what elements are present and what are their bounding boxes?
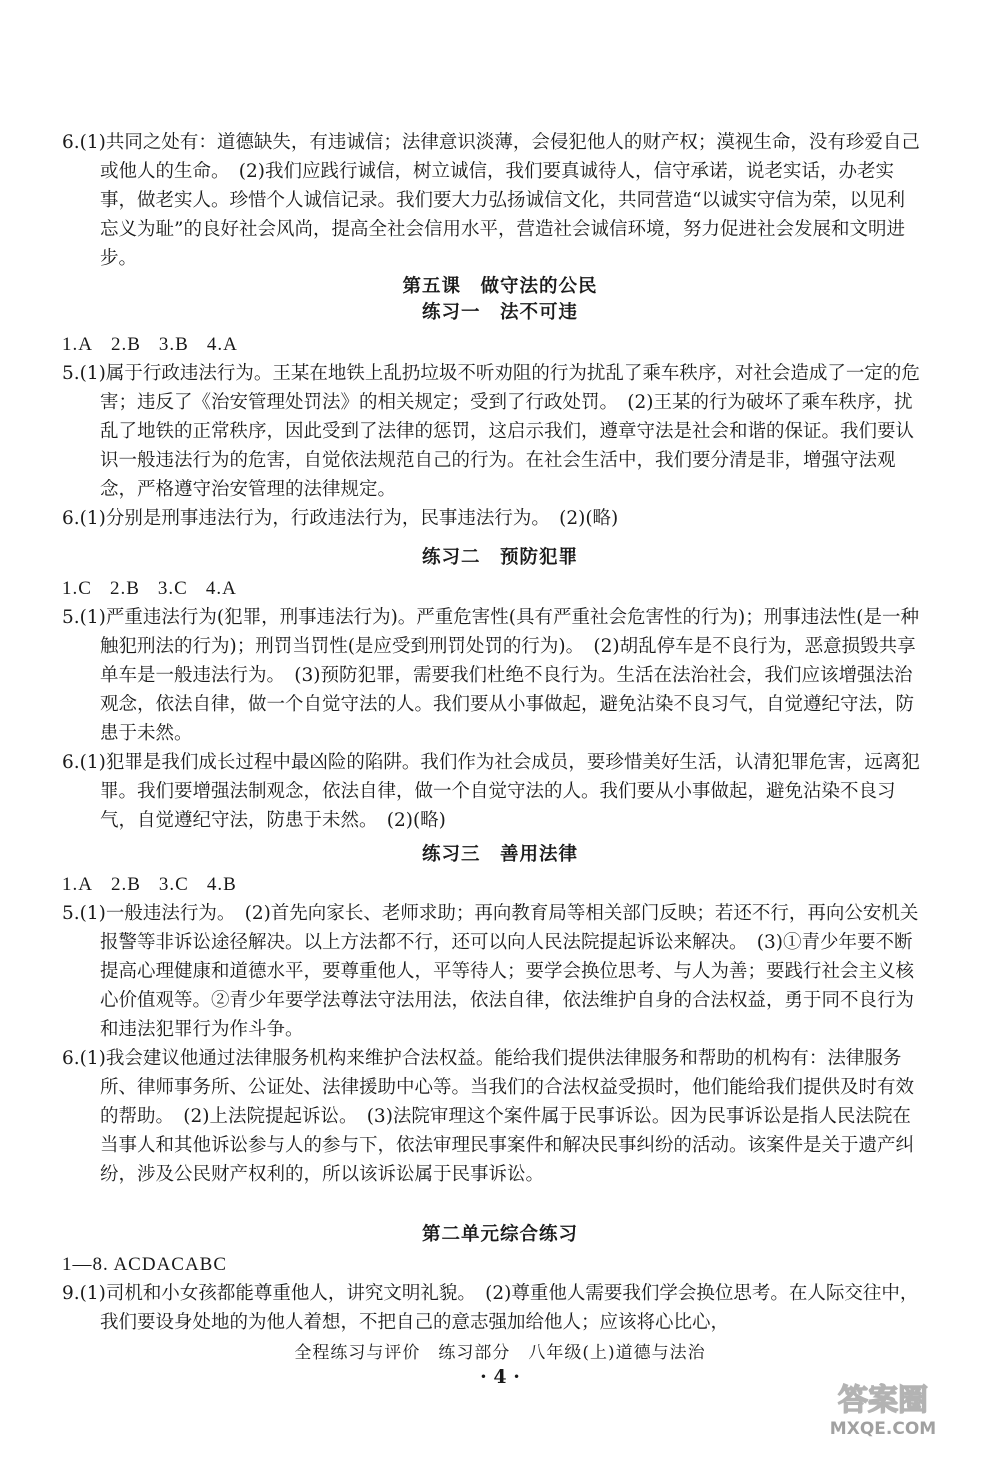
mc-answer: 3.C (157, 578, 188, 599)
mc-answer: 4.B (206, 874, 237, 895)
answer-text: 5.(1)一般违法行为。 (2)首先向家长、老师求助；再向教育局等相关部门反映；若还不行，再向公安机关报警等非诉讼途径解决。以上方法都不行，还可以向人民法院提起诉讼来解决。 (3)①青少年要不断提高心理健康和道德水平，要尊重他人，平等待人；要学会换位思考、与人为善；要践行社会主义核心价值观等。②青少年要学法尊法守法用法，依法自律，依法维护自身的合法权益，勇于同不良行为和违法犯罪行为作斗争。 (62, 903, 919, 1040)
answer-text: 6.(1)我会建议他通过法律服务机构来维护合法权益。能给我们提供法律服务和帮助的机构有：法律服务所、律师事务所、公证处、法律援助中心等。当我们的合法权益受损时，他们能给我们提供及时有效的帮助。 (2)上法院提起诉讼。 (3)法院审理这个案件属于民事诉讼。因为民事诉讼是指人民法院在当事人和其他诉讼参与人的参与下，依法审理民事案件和解决民事纠纷的活动。该案件是关于遗产纠纷，涉及公民财产权利的，所以该诉讼属于民事诉讼。 (62, 1048, 915, 1185)
mc-answer: 1.A (62, 874, 93, 895)
multiple-choice-answers (62, 870, 922, 899)
answer-text: 6.(1)犯罪是我们成长过程中最凶险的陷阱。我们作为社会成员，要珍惜美好生活，认清犯罪危害，远离犯罪。我们要增强法制观念，依法自律，做一个自觉守法的人。我们要从小事做起，避免沾染不良习气，自觉遵纪守法，防患于未然。 (2)(略) (62, 752, 920, 831)
mc-answer: 1.C (62, 578, 92, 599)
page-footer: 全程练习与评价 练习部分 八年级(上)道德与法治 (294, 1343, 706, 1363)
multiple-choice-answers (62, 330, 922, 359)
multiple-choice-answers: 1—8. ACDACABC (62, 1254, 228, 1275)
exercise-1 (62, 330, 922, 533)
watermark-url: MXQE.COM (829, 1419, 937, 1439)
mc-answer: 3.C (158, 874, 189, 895)
exercise-title: 练习一 法不可违 (421, 302, 578, 323)
answer-text: 5.(1)严重违法行为(犯罪，刑事违法行为)。严重危害性(具有严重社会危害性的行为)；刑事违法性(是一种触犯刑法的行为)；刑罚当罚性(是应受到刑罚处罚的行为)。 (2)胡乱停车是不良行为，恶意损毁共享单车是一般违法行为。 (3)预防犯罪，需要我们杜绝不良行为。生活在法治社会，我们应该增强法治观念，依法自律，做一个自觉守法的人。我们要从小事做起，避免沾染不良习气，自觉遵纪守法，防患于未然。 (62, 607, 919, 744)
exercise-3 (62, 870, 922, 1189)
mc-answer: 2.B (109, 578, 140, 599)
watermark-logo-text: 答案圈 (838, 1383, 928, 1418)
watermark-logo (808, 1378, 958, 1440)
answer-text: 6.(1)分别是刑事违法行为，行政违法行为，民事违法行为。 (2)(略) (62, 508, 619, 529)
lesson-title: 第五课 做守法的公民 (402, 276, 598, 297)
unit-title: 第二单元综合练习 (421, 1224, 578, 1245)
answer-text: 9.(1)司机和小女孩都能尊重他人，讲究文明礼貌。 (2)尊重他人需要我们学会换位思考。在人际交往中，我们要设身处地的为他人着想，不把自己的意志强加给他人；应该将心比心， (62, 1283, 919, 1333)
exercise-title: 练习二 预防犯罪 (421, 547, 578, 568)
page-number: · 4 · (480, 1366, 520, 1388)
multiple-choice-answers (62, 574, 922, 603)
exercise-2 (62, 574, 922, 835)
mc-answer: 3.B (158, 334, 189, 355)
mc-answer: 4.A (206, 334, 238, 355)
mc-answer: 2.B (110, 334, 141, 355)
mc-answer: 1.A (62, 334, 93, 355)
mc-answer: 4.A (205, 578, 237, 599)
answer-text: 5.(1)属于行政违法行为。王某在地铁上乱扔垃圾不听劝阻的行为扰乱了乘车秩序，对社会造成了一定的危害；违反了《治安管理处罚法》的相关规定；受到了行政处罚。 (2)王某的行为破坏了乘车秩序，扰乱了地铁的正常秩序，因此受到了法律的惩罚，这启示我们，遵章守法是社会和谐的保证。我们要认识一般违法行为的危害，自觉依法规范自己的行为。在社会生活中，我们要分清是非，增强守法观念，严格遵守治安管理的法律规定。 (62, 363, 920, 500)
unit-2-exercise (62, 1250, 922, 1337)
q6-previous-lesson (62, 128, 922, 273)
answer-text: 6.(1)共同之处有：道德缺失，有违诚信；法律意识淡薄，会侵犯他人的财产权；漠视生命，没有珍爱自己或他人的生命。 (2)我们应践行诚信，树立诚信，我们要真诚待人，信守承诺，说老实话，办老实事，做老实人。珍惜个人诚信记录。我们要大力弘扬诚信文化，共同营造“以诚实守信为荣，以见利忘义为耻”的良好社会风尚，提高全社会信用水平，营造社会诚信环境，努力促进社会发展和文明进步。 (62, 132, 920, 269)
exercise-title: 练习三 善用法律 (421, 844, 578, 865)
mc-answer: 2.B (110, 874, 141, 895)
